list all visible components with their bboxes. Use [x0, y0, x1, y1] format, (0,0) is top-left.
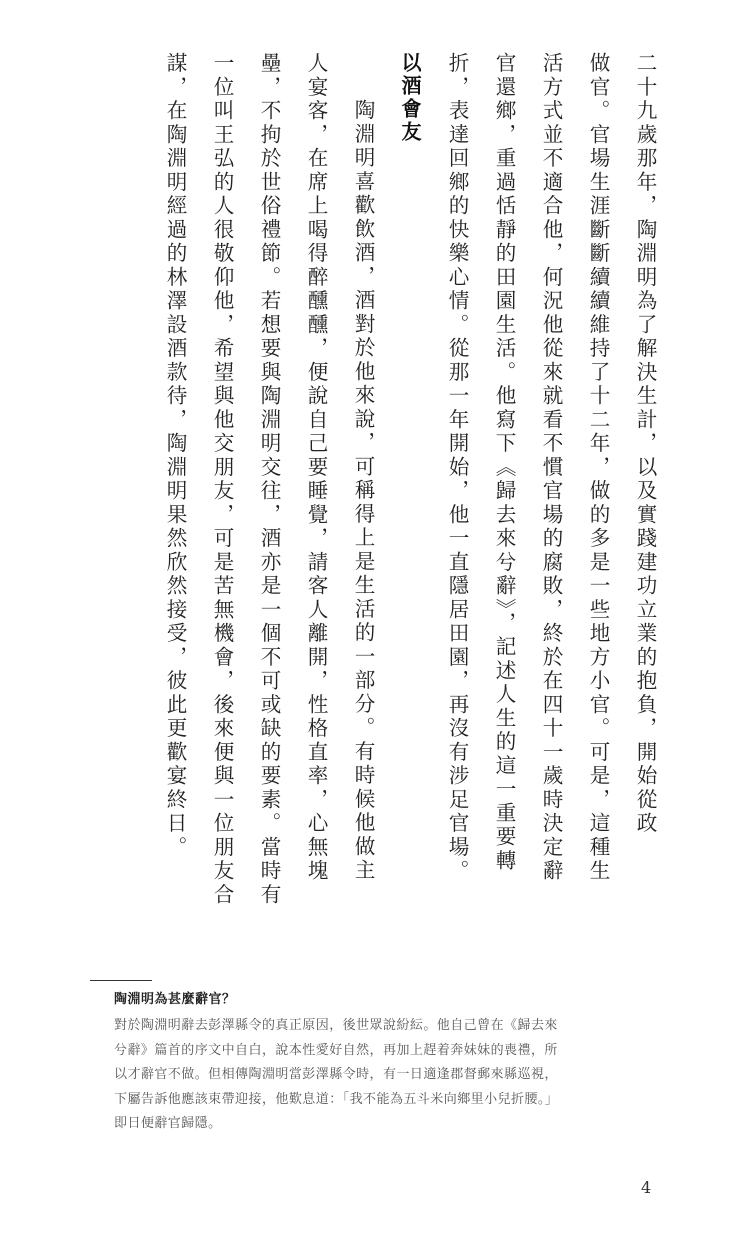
text-column: 陶淵明喜歡飲酒，酒對於他來說，可稱得上是生活的一部分。有時候他做主: [351, 99, 375, 883]
footnote-box: [114, 988, 662, 1137]
text-column: 折，表達回鄉的快樂心情。從那一年開始，他一直隱居田園，再沒有涉足官場。: [445, 52, 469, 884]
page-number: 4: [641, 1178, 652, 1197]
footnote-divider: [90, 980, 152, 981]
footnote-line: 下屬告訴他應該束帶迎接，他歎息道：「我不能為五斗米向鄉里小兒折腰。」: [114, 1091, 559, 1107]
text-column: 官還鄉，重過恬靜的田園生活。他寫下《歸去來兮辭》，記述人生的這一重要轉: [492, 52, 516, 873]
text-column: 壘，不拘於世俗禮節。若想要與陶淵明交往，酒亦是一個不可或缺的要素。當時有: [257, 52, 281, 907]
footnote-title: 陶淵明為甚麼辭官？: [114, 992, 236, 1007]
text-column: 人宴客，在席上喝得醉醺醺，便說自己要睡覺，請客人離開，性格直率，心無塊: [304, 52, 328, 884]
footnote-line: 兮辭》篇首的序文中自白，說本性愛好自然，再加上趕着奔妹妹的喪禮，所: [114, 1042, 558, 1058]
footnote-line: 以才辭官不做。但相傳陶淵明當彭澤縣令時，有一日適逢郡督郵來縣巡視，: [114, 1067, 558, 1082]
main-text-body: [151, 52, 668, 907]
text-column: 一位叫王弘的人很敬仰他，希望與他交朋友，可是苦無機會，後來便與一位朋友合: [210, 52, 234, 907]
text-column: 二十九歲那年，陶淵明為了解決生計，以及實踐建功立業的抱負，開始從政: [633, 52, 657, 836]
section-heading: 以酒會友: [398, 52, 422, 144]
text-column: 謀，在陶淵明經過的林澤設酒款待，陶淵明果然欣然接受，彼此更歡宴終日。: [163, 52, 187, 860]
footnote-line: 對於陶淵明辭去彭澤縣令的真正原因，後世眾說紛紜。他自己曾在《歸去來: [114, 1018, 558, 1033]
footnote-line: 即日便辭官歸隱。: [114, 1116, 222, 1131]
text-column: 活方式並不適合他，何況他從來就看不慣官場的腐敗，終於在四十一歲時決定辭: [539, 52, 563, 884]
text-column: 做官。官場生涯斷斷續續維持了十二年，做的多是一些地方小官。可是，這種生: [586, 52, 610, 884]
